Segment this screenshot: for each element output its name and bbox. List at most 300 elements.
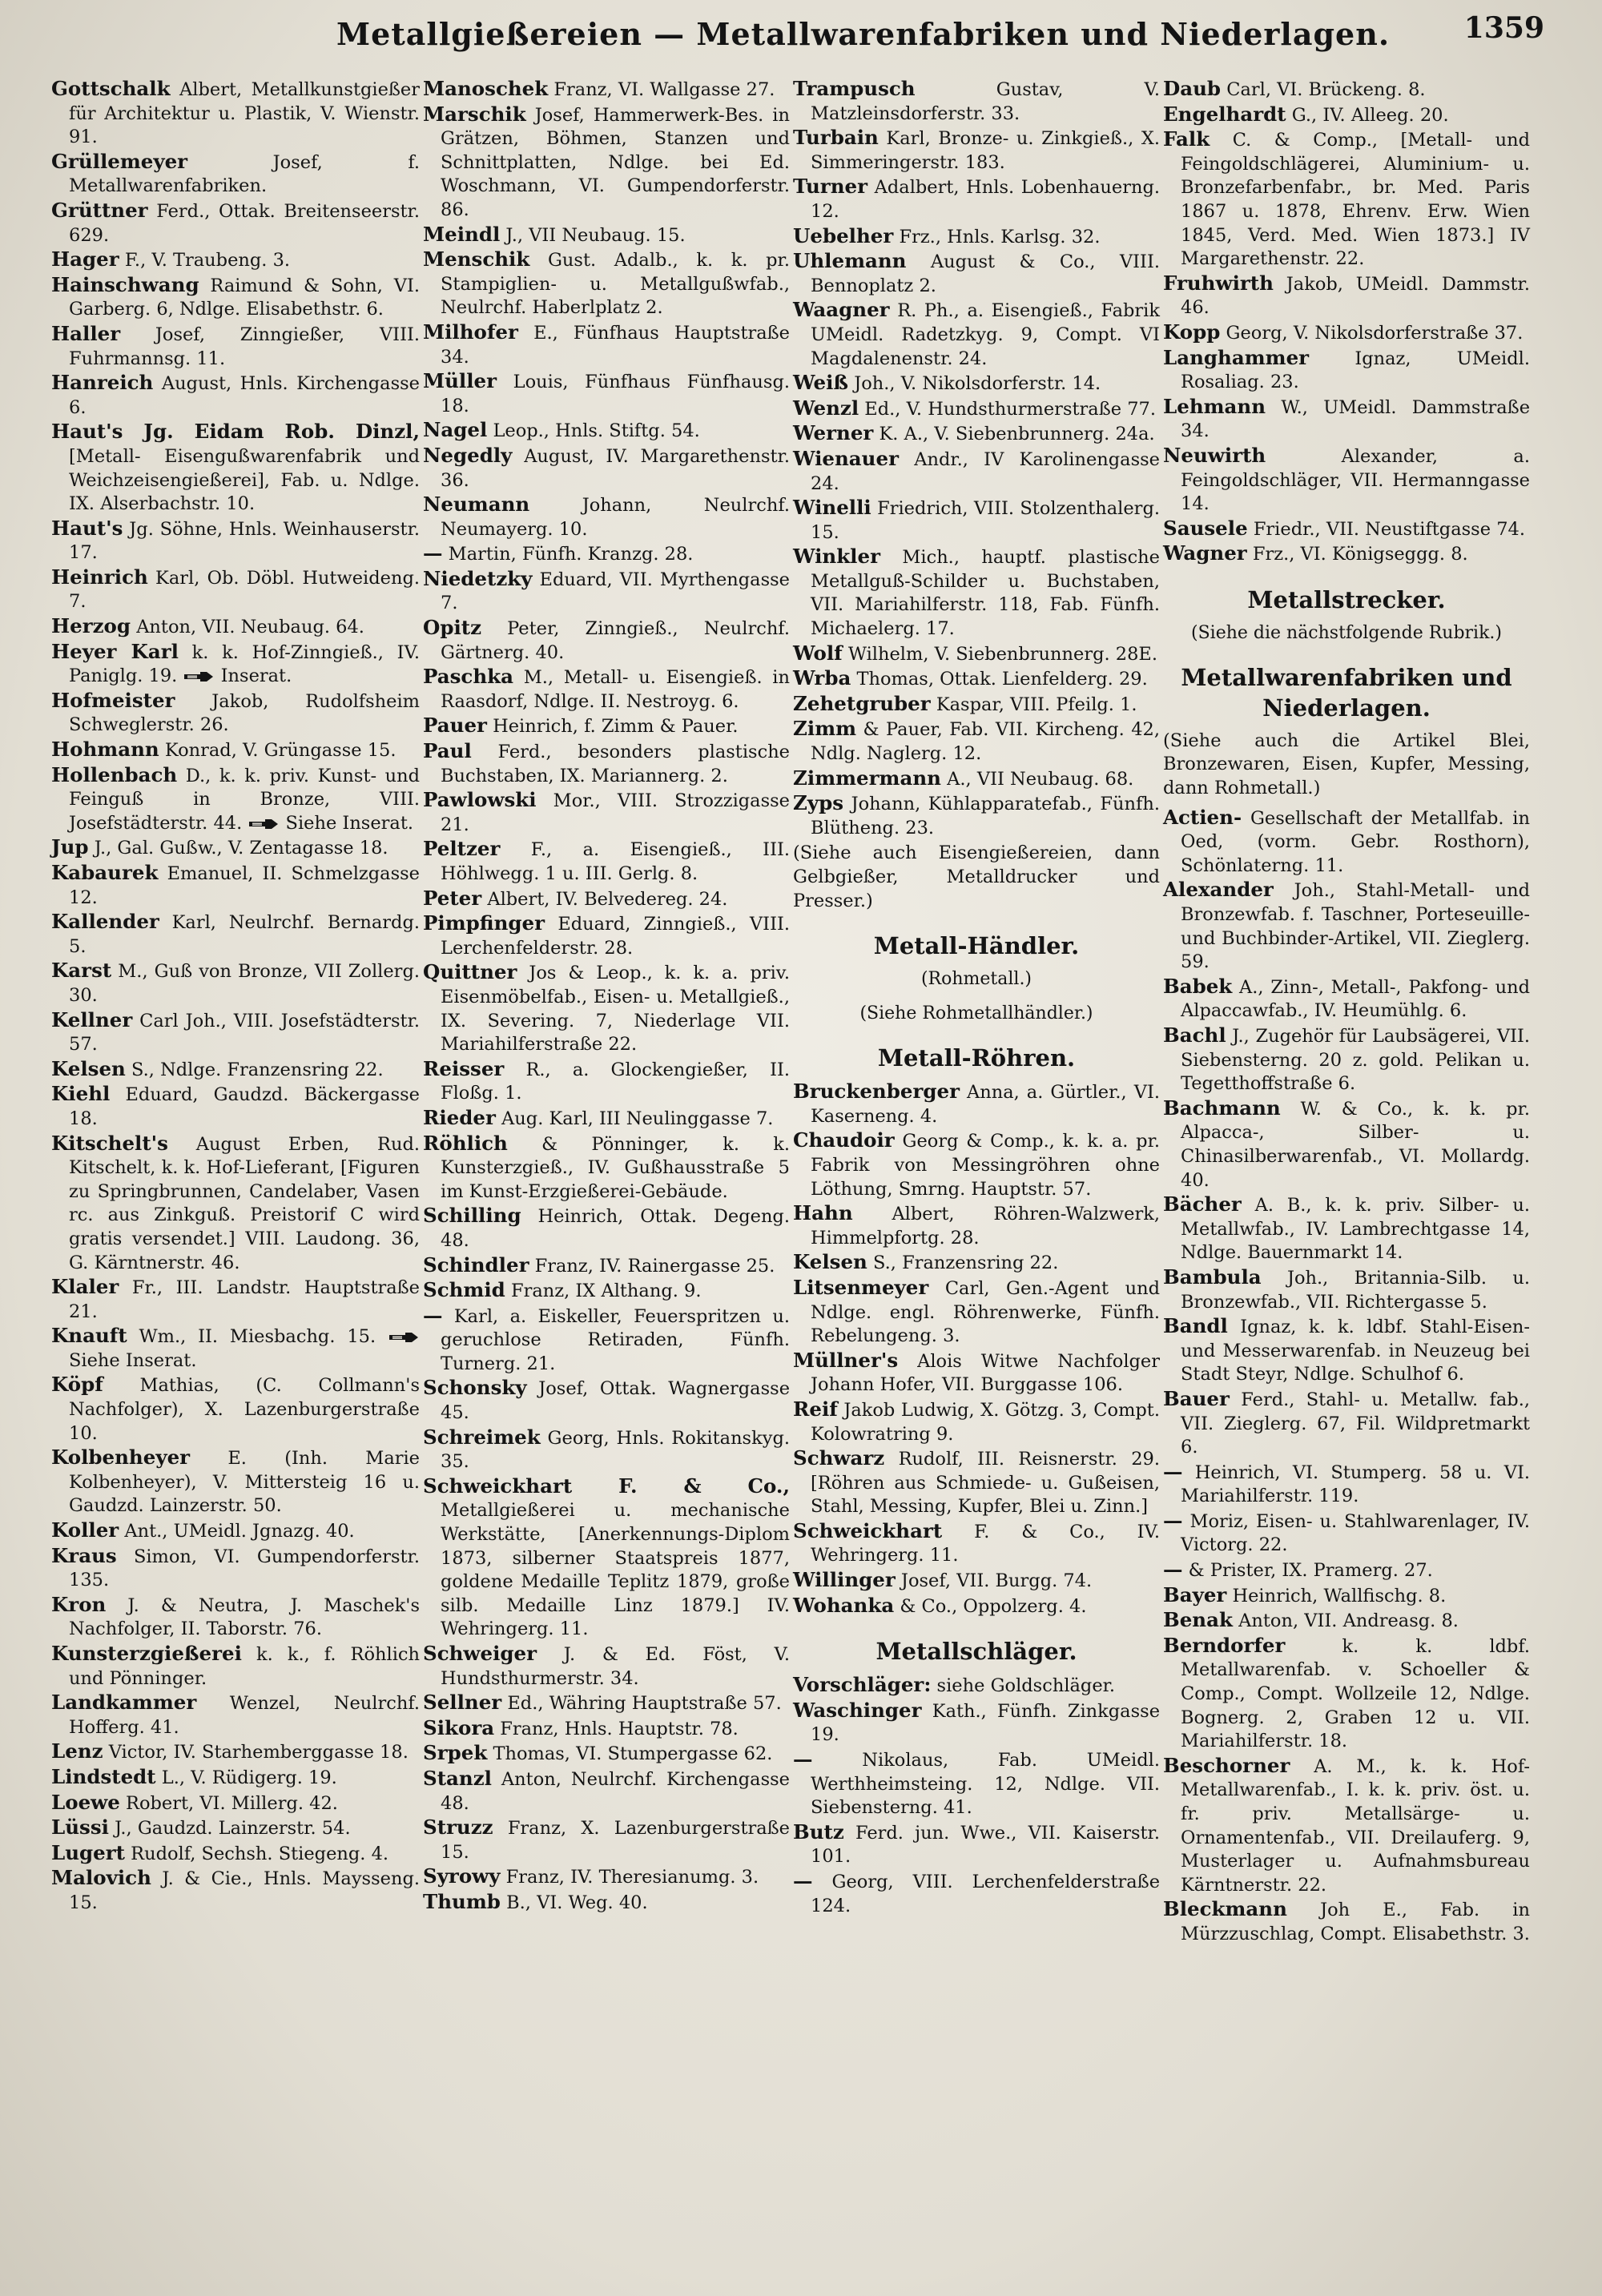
entry-text: Joh., V. Nikolsdorferstr. 14. — [854, 373, 1101, 395]
section-note: (Siehe Rohmetallhändler.) — [859, 1003, 1093, 1024]
directory-entry — [51, 517, 420, 565]
entry-name: Bachmann — [1163, 1096, 1281, 1120]
directory-entry — [423, 1132, 790, 1204]
entry-name: Wienauer — [793, 446, 899, 470]
pointing-hand-icon — [248, 818, 280, 830]
entry-name: Haut's Jg. Eidam Rob. Dinzl, — [51, 420, 420, 444]
directory-entry — [793, 1747, 1160, 1820]
entry-name: Turner — [793, 175, 868, 199]
directory-entry — [423, 837, 790, 886]
entry-name: Meindl — [423, 222, 501, 246]
entry-text: Karl, a. Eiskeller, Feuerspritzen u. geruchlose Retiraden, Fünfh. Turnerg. 21. — [441, 1305, 790, 1374]
entry-name: Neuwirth — [1163, 443, 1266, 467]
directory-entry — [423, 77, 790, 103]
entry-text: Jakob, Rudolfsheim Schweglerstr. 26. — [69, 690, 420, 736]
entry-name: Neumann — [423, 493, 530, 517]
entry-text: & Pönninger, k. k. Kunsterzgieß., IV. Gußhausstraße 5 im Kunst-Erzgießerei-Gebäude. — [441, 1133, 790, 1202]
directory-entry — [793, 692, 1160, 718]
entry-name: Koller — [51, 1518, 119, 1542]
entry-name: Kallender — [51, 910, 159, 934]
entry-text: Friedrich, VIII. Stolzenthalerg. 15. — [811, 498, 1160, 543]
entry-name: Kolbenheyer — [51, 1446, 191, 1470]
section-heading: Metall-Röhren. — [877, 1044, 1076, 1072]
entry-name: Actien- — [1163, 805, 1242, 829]
entry-text: Heinrich, Wallfischg. 8. — [1232, 1585, 1447, 1606]
entry-name: Schilling — [423, 1204, 521, 1228]
entry-name: Herzog — [51, 614, 131, 638]
directory-entry — [51, 1518, 420, 1544]
directory-entry — [51, 1593, 420, 1642]
entry-name: Turbain — [793, 126, 879, 150]
entry-name: Pawlowski — [423, 788, 537, 812]
entry-name: Haut's — [51, 516, 123, 540]
entry-text: Johann, Kühlapparatefab., Fünfh. Blütheng. 23. — [811, 794, 1160, 838]
entry-name: Opitz — [423, 616, 482, 640]
entry-text: Alexander, a. Feingoldschläger, VII. Hermanngasse 14. — [1181, 445, 1530, 515]
entry-text: Jakob, UMeidl. Dammstr. 46. — [1181, 273, 1530, 319]
entry-text: J. & Cie., Hnls. Maysseng. 15. — [69, 1868, 421, 1913]
directory-entry — [793, 1519, 1160, 1568]
entry-name: Niedetzky — [423, 566, 533, 590]
entry-name: Bächer — [1163, 1192, 1242, 1216]
directory-entry — [423, 1253, 790, 1279]
directory-entry — [51, 273, 420, 322]
entry-name: Wolf — [793, 641, 843, 665]
directory-entry — [793, 496, 1160, 545]
entry-text: Ant., UMeidl. Jgnazg. 40. — [124, 1521, 355, 1542]
entry-text: Joh E., Fab. in Mürzzuschlag, Compt. Elisabethstr. 3. — [1181, 1900, 1530, 1944]
directory-entry — [51, 1373, 420, 1446]
directory-entry — [51, 1866, 420, 1915]
entry-name: Hanreich — [51, 371, 154, 395]
directory-entry — [1163, 1265, 1530, 1314]
entry-name: Hofmeister — [51, 688, 175, 712]
entry-name: Malovich — [51, 1866, 151, 1890]
entry-text: L., V. Rüdigerg. 19. — [161, 1767, 337, 1788]
entry-name: Paschka — [423, 665, 514, 689]
entry-text: Johann, Neulrchf. Neumayerg. 10. — [441, 495, 790, 540]
directory-entry — [1163, 127, 1530, 271]
directory-entry — [1163, 271, 1530, 320]
directory-entry — [423, 1304, 790, 1377]
entry-text: Mich., hauptf. plastische Metallguß-Schilder u. Buchstaben, VII. Mariahilferstr. 118, Fab. Fünfh. Michaelerg. 17. — [811, 547, 1160, 640]
directory-entry — [793, 1080, 1160, 1128]
directory-entry — [793, 126, 1160, 175]
entry-name: Hager — [51, 247, 119, 271]
entry-text: Ignaz, k. k. ldbf. Stahl-Eisen- und Messerwarenfab. in Neuzeug bei Stadt Steyr, Ndlge. Schulhof 6. — [1181, 1317, 1530, 1385]
directory-entry — [51, 640, 420, 689]
entry-name: Zimmermann — [793, 766, 941, 790]
entry-name: Thumb — [423, 1889, 501, 1913]
directory-entry — [51, 1324, 420, 1373]
pointing-hand-icon — [388, 1331, 420, 1344]
directory-entry — [793, 421, 1160, 447]
directory-entry — [1163, 1023, 1530, 1096]
entry-name: Pimpfinger — [423, 911, 545, 935]
directory-entry — [793, 447, 1160, 496]
entry-name: — — [1163, 1558, 1183, 1582]
entry-text: F., a. Eisengieß., III. Höhlwegg. 1 u. III. Gerlg. 8. — [441, 839, 790, 884]
entry-name: Winkler — [793, 545, 880, 569]
entry-text: A. M., k. k. Hof-Metallwarenfab., I. k. k. priv. öst. u. fr. priv. Metallsärge- u. Ornamentenfab., VII. Dreilauferg. 9, Musterlager u. Aufnahmsbureau Kärntnerstr. 22. — [1181, 1755, 1530, 1896]
entry-text: Karl, Ob. Döbl. Hutweideng. 7. — [69, 567, 421, 613]
entry-name: Reif — [793, 1397, 838, 1421]
entry-name: Lehmann — [1163, 394, 1266, 418]
entry-text: Frz., Hnls. Karlsg. 32. — [899, 226, 1101, 247]
cross-reference-note: (Siehe auch die Artikel Blei, Bronzewaren, Eisen, Kupfer, Messing, dann Rohmetall.) — [1163, 730, 1530, 799]
entry-text: Ferd., besonders plastische Buchstaben, IX. Mariannerg. 2. — [441, 742, 790, 786]
directory-entry — [793, 1594, 1160, 1619]
entry-text: Josef, Hammerwerk-Bes. in Grätzen, Böhmen, Stanzen und Schnittplatten, Ndlge. bei Ed. Woschmann, VI. Gumpendorferstr. 86. — [441, 104, 790, 220]
directory-entry — [423, 1642, 790, 1691]
section-heading: Metallstrecker. — [1247, 585, 1446, 613]
directory-entry — [423, 887, 790, 912]
directory-entry — [1163, 1192, 1530, 1265]
entry-text: Aug. Karl, III Neulinggasse 7. — [501, 1108, 774, 1129]
entry-text: Robert, VI. Millerg. 42. — [126, 1792, 338, 1814]
directory-entry — [423, 1864, 790, 1890]
directory-entry — [423, 1204, 790, 1253]
directory-entry — [793, 224, 1160, 250]
directory-entry — [423, 320, 790, 369]
entry-text: Georg, VIII. Lerchenfelderstraße 124. — [811, 1872, 1161, 1916]
entry-text: Josef, VII. Burgg. 74. — [900, 1570, 1093, 1592]
entry-name: Müllner's — [793, 1348, 899, 1372]
column-2 — [423, 77, 790, 1916]
entry-text: Thomas, Ottak. Lienfelderg. 29. — [856, 669, 1148, 690]
entry-name: Haller — [51, 321, 121, 345]
entry-name: Babek — [1163, 974, 1233, 998]
directory-entry — [423, 1741, 790, 1767]
entry-text: Franz, IX Althang. 9. — [510, 1281, 702, 1302]
entry-name: Hollenbach — [51, 762, 178, 786]
entry-text: Mor., VIII. Strozzigasse 21. — [441, 790, 790, 835]
directory-entry — [423, 567, 790, 616]
entry-text: k. k., f. Röhlich und Pönninger. — [69, 1644, 420, 1689]
section-heading: Metall-Händler. — [873, 932, 1080, 960]
entry-text: Leop., Hnls. Stiftg. 54. — [493, 420, 700, 442]
directory-entry — [51, 1275, 420, 1324]
directory-entry — [51, 1544, 420, 1593]
directory-entry — [793, 1128, 1160, 1201]
directory-entry — [51, 1057, 420, 1083]
section-note: (Siehe die nächstfolgende Rubrik.) — [1191, 622, 1502, 643]
entry-name: Menschik — [423, 247, 530, 271]
entry-name: Benak — [1163, 1608, 1233, 1632]
entry-text: A., Zinn-, Metall-, Pakfong- und Alpaccawfab., IV. Heumühlg. 6. — [1181, 976, 1530, 1022]
directory-entry — [423, 1425, 790, 1474]
entry-text: Heinrich, VI. Stumperg. 58 u. VI. Mariahilferstr. 119. — [1181, 1462, 1531, 1507]
directory-entry — [1163, 77, 1530, 103]
entry-name: Sellner — [423, 1691, 502, 1715]
entry-text: J., Gaudzd. Lainzerstr. 54. — [115, 1818, 351, 1840]
page-title: Metallgießereien — Metallwarenfabriken und Niederlagen. — [336, 16, 1391, 52]
entry-name: Bandl — [1163, 1314, 1228, 1338]
directory-entry — [793, 1699, 1160, 1747]
entry-text: S., Ndlge. Franzensring 22. — [131, 1059, 384, 1080]
entry-name: Karst — [51, 959, 112, 983]
entry-text: M., Metall- u. Eisengieß. in Raasdorf, Ndlge. II. Nestroyg. 6. — [441, 667, 790, 712]
entry-text: Peter, Zinngieß., Neulrchf. Gärtnerg. 40. — [441, 618, 790, 663]
entry-name: Heinrich — [51, 565, 148, 589]
entry-name: Wrba — [793, 666, 851, 690]
entry-text: C. & Comp., [Metall- und Feingoldschlägerei, Aluminium- u. Bronzefarbenfabr., br. Med. Paris 1867 u. 1878, Ehrenv. Erw. Wien 1845, Verd. Med. Wien 1873.] IV Margarethenstr. 22. — [1181, 130, 1530, 270]
entry-name: Reisser — [423, 1056, 505, 1080]
entry-name: Kron — [51, 1592, 107, 1616]
entry-text: S., Franzensring 22. — [873, 1253, 1059, 1274]
entry-name: Chaudoir — [793, 1128, 895, 1152]
entry-text: F. & Co., IV. Wehringerg. 11. — [811, 1521, 1160, 1566]
entry-name: Srpek — [423, 1741, 488, 1765]
entry-name: Sikora — [423, 1715, 495, 1739]
entry-text: Jakob Ludwig, X. Götzg. 3, Compt. Kolowratring 9. — [811, 1399, 1160, 1445]
entry-text: F., V. Traubeng. 3. — [124, 250, 291, 271]
directory-entry — [51, 1841, 420, 1867]
directory-entry — [423, 714, 790, 739]
directory-entry — [1163, 806, 1530, 879]
entry-text: August, IV. Margarethenstr. 36. — [441, 445, 790, 491]
section-heading: Metallwarenfabriken und Niederlagen. — [1181, 663, 1512, 722]
entry-name: Trampusch — [793, 77, 916, 100]
entry-name: Wenzl — [793, 396, 859, 420]
entry-text: R., a. Glockengießer, II. Floßg. 1. — [441, 1059, 790, 1104]
entry-name: Bambula — [1163, 1265, 1262, 1289]
entry-name: Beschorner — [1163, 1753, 1290, 1777]
directory-entry — [423, 1278, 790, 1304]
directory-entry — [423, 665, 790, 714]
directory-entry — [793, 77, 1160, 126]
directory-entry — [423, 911, 790, 960]
entry-name: Schweickhart F. & Co., — [423, 1474, 790, 1498]
directory-entry — [423, 103, 790, 223]
entry-text: Martin, Fünfh. Kranzg. 28. — [448, 544, 694, 565]
entry-text: Josef, f. Metallwarenfabriken. — [69, 151, 420, 197]
entry-name: — — [423, 1303, 443, 1327]
entry-name: Lindstedt — [51, 1764, 156, 1788]
entry-text: J., Gal. Gußw., V. Zentagasse 18. — [94, 838, 388, 859]
entry-text: J., Zugehör für Laubsägerei, VII. Siebensterng. 20 z. gold. Pelikan u. Tegetthoffstraße 6. — [1181, 1026, 1531, 1095]
entry-text: [Metall- Eisengußwarenfabrik und Weichzeisengießerei], Fab. u. Ndlge. IX. Alserbachstr. 10. — [69, 445, 420, 515]
directory-entry — [793, 175, 1160, 223]
entry-name: Alexander — [1163, 878, 1274, 902]
directory-entry — [1163, 1634, 1530, 1754]
entry-name: Schonsky — [423, 1376, 527, 1400]
entry-text: Frz., VI. Königseggg. 8. — [1252, 544, 1468, 565]
entry-text: Adalbert, Hnls. Lobenhauerng. 12. — [811, 177, 1161, 222]
directory-entry — [51, 763, 420, 836]
entry-name: Bruckenberger — [793, 1080, 960, 1104]
entry-name: Negedly — [423, 443, 513, 467]
entry-name: Zyps — [793, 791, 844, 815]
directory-entry — [51, 1765, 420, 1791]
entry-text: Albert, IV. Belvedereg. 24. — [487, 888, 728, 910]
entry-text: R. Ph., a. Eisengieß., Fabrik UMeidl. Radetzkyg. 9, Compt. VI Magdalenenstr. 24. — [811, 300, 1160, 369]
entry-text: August & Co., VIII. Bennoplatz 2. — [811, 251, 1160, 296]
directory-entry — [423, 369, 790, 418]
entry-text: Gustav, V. Matzleinsdorferstr. 33. — [811, 79, 1160, 124]
directory-entry — [51, 1739, 420, 1765]
entry-name: Milhofer — [423, 320, 518, 344]
entry-text: Jos & Leop., k. k. a. priv. Eisenmöbelfab., Eisen- u. Metallgieß., IX. Severing. 7, Niederlage VII. Mariahilferstraße 22. — [441, 963, 790, 1056]
entry-reference: Siehe Inserat. — [285, 812, 414, 834]
entry-name: — — [1163, 1508, 1183, 1532]
entry-text: Emanuel, II. Schmelzgasse 12. — [69, 863, 420, 908]
entry-text: Fr., III. Landstr. Hauptstraße 21. — [69, 1277, 420, 1322]
entry-name: Uhlemann — [793, 249, 907, 273]
directory-entry — [1163, 1460, 1530, 1509]
entry-name: Schwarz — [793, 1446, 885, 1470]
entry-text: Ferd. jun. Wwe., VII. Kaiserstr. 101. — [811, 1822, 1160, 1868]
entry-name: Struzz — [423, 1815, 493, 1840]
pointing-hand-icon — [183, 670, 215, 683]
entry-name: Kabaurek — [51, 861, 159, 884]
entry-text: k. k. ldbf. Metallwarenfab. v. Schoeller & Comp., Compt. Wollzeile 12, Ndlge. Bognerg. 2, Graben 12 u. VII. Mariahilferstr. 18. — [1181, 1635, 1530, 1752]
entry-text: Franz, VI. Wallgasse 27. — [553, 79, 775, 100]
directory-entry — [51, 1082, 420, 1131]
entry-name: Klaler — [51, 1275, 119, 1299]
entry-text: Georg, V. Nikolsdorferstraße 37. — [1226, 322, 1524, 344]
column-3 — [793, 77, 1160, 1918]
entry-name: Kiehl — [51, 1082, 111, 1106]
entry-name: Schindler — [423, 1253, 529, 1277]
directory-entry — [423, 1691, 790, 1716]
entry-name: Litsenmeyer — [793, 1275, 929, 1299]
entry-name: Grüllemeyer — [51, 149, 188, 173]
entry-text: Anton, VII. Neubaug. 64. — [136, 617, 364, 638]
directory-entry — [793, 717, 1160, 766]
entry-text: Eduard, Zinngieß., VIII. Lerchenfelderstr. 28. — [441, 914, 790, 959]
entry-text: E., Fünfhaus Hauptstraße 34. — [441, 322, 790, 368]
directory-entry — [51, 689, 420, 738]
entry-text: E. (Inh. Marie Kolbenheyer), V. Mittersteig 16 u. Gaudzd. Lainzerstr. 50. — [69, 1448, 420, 1517]
entry-name: Müller — [423, 369, 497, 393]
entry-name: Stanzl — [423, 1766, 492, 1790]
entry-name: Jup — [51, 835, 89, 859]
entry-text: J. & Ed. Föst, V. Hundsthurmerstr. 34. — [441, 1644, 790, 1689]
directory-entry — [793, 1201, 1160, 1250]
entry-name: — — [1163, 1459, 1183, 1483]
entry-name: Syrowy — [423, 1864, 501, 1888]
directory-entry — [51, 1691, 420, 1739]
entry-text: Franz, Hnls. Hauptstr. 78. — [500, 1718, 739, 1739]
directory-entry — [793, 791, 1160, 840]
directory-entry — [1163, 444, 1530, 517]
entry-text: Joh., Stahl-Metall- und Bronzewfab. f. Taschner, Porteseuille- und Buchbinder-Artikel, VII. Zieglerg. 59. — [1181, 880, 1531, 973]
entry-name: Peter — [423, 886, 482, 910]
entry-text: Ferd., Stahl- u. Metallw. fab., VII. Zieglerg. 67, Fil. Wildpretmarkt 6. — [1181, 1389, 1531, 1458]
directory-entry — [51, 1008, 420, 1057]
directory-entry — [793, 1446, 1160, 1519]
directory-entry — [423, 739, 790, 788]
entry-text: Joh., Britannia-Silb. u. Bronzewfab., VII. Richtergasse 5. — [1181, 1267, 1531, 1313]
directory-entry — [423, 493, 790, 541]
entry-name: Hohmann — [51, 738, 159, 762]
entry-text: Carl, VI. Brückeng. 8. — [1226, 79, 1426, 100]
directory-entry — [793, 1397, 1160, 1446]
cross-reference-note: (Siehe auch Eisengießereien, dann Gelbgießer, Metalldrucker und Presser.) — [793, 842, 1160, 911]
directory-entry — [793, 766, 1160, 792]
entry-name: Kelsen — [793, 1250, 867, 1274]
entry-text: A., VII Neubaug. 68. — [947, 768, 1134, 790]
directory-entry — [51, 738, 420, 763]
directory-entry — [423, 1716, 790, 1742]
entry-text: Anton, VII. Andreasg. 8. — [1238, 1610, 1459, 1632]
directory-entry — [1163, 1608, 1530, 1634]
directory-entry — [793, 641, 1160, 667]
entry-text: Franz, IV. Rainergasse 25. — [534, 1255, 775, 1277]
directory-entry — [793, 666, 1160, 692]
entry-name: Falk — [1163, 127, 1210, 151]
directory-entry — [1163, 346, 1530, 395]
entry-name: — — [793, 1869, 813, 1892]
entry-name: Wagner — [1163, 541, 1247, 565]
directory-entry — [1163, 541, 1530, 567]
entry-name: Uebelher — [793, 223, 894, 247]
entry-name: Quittner — [423, 960, 517, 984]
directory-entry — [423, 1474, 790, 1642]
entry-name: Bleckmann — [1163, 1897, 1287, 1921]
directory-entry — [1163, 1754, 1530, 1898]
entry-text: Friedr., VII. Neustiftgasse 74. — [1253, 518, 1525, 540]
directory-entry — [1163, 1583, 1530, 1609]
entry-text: Jg. Söhne, Hnls. Weinhauserstr. 17. — [69, 518, 421, 564]
entry-name: Willinger — [793, 1568, 896, 1592]
directory-entry — [51, 1446, 420, 1518]
directory-entry — [1163, 1509, 1530, 1558]
entry-name: Schweiger — [423, 1642, 537, 1665]
directory-entry — [1163, 1387, 1530, 1460]
entry-text: August Erben, Rud. Kitschelt, k. k. Hof-Lieferant, [Figuren zu Springbrunnen, Candelaber, Vasen rc. aus Zinkguß. Preistorif C wird gratis versendet.] VIII. Laudong. 36, G. Kärntnerstr. 46. — [69, 1133, 420, 1273]
entry-name: Weiß — [793, 371, 849, 395]
entry-name: Hainschwang — [51, 272, 199, 296]
entry-text: Franz, X. Lazenburgerstraße 15. — [441, 1818, 790, 1863]
entry-name: Kitschelt's — [51, 1131, 168, 1155]
entry-name: Knauft — [51, 1324, 127, 1348]
entry-text: Alois Witwe Nachfolger Johann Hofer, VII. Burggasse 106. — [811, 1350, 1161, 1396]
directory-entry — [1163, 975, 1530, 1023]
directory-entry — [793, 1869, 1160, 1918]
entry-text: B., VI. Weg. 40. — [506, 1892, 648, 1913]
entry-text: Gust. Adalb., k. k. pr. Stampiglien- u. Metallgußwfab., Neulrchf. Haberlplatz 2. — [441, 250, 790, 319]
entry-text: Metallgießerei u. mechanische Werkstätte, [Anerkennungs-Diplom 1873, silberner Staatspreis 1877, goldene Medaille Teplitz 1879, große silb. Medaille Linz 1879.] IV. Wehringerg. 11. — [441, 1500, 790, 1640]
entry-text: Heinrich, Ottak. Degeng. 48. — [441, 1206, 790, 1251]
directory-entry — [793, 298, 1160, 371]
entry-text: Simon, VI. Gumpendorferstr. 135. — [69, 1546, 420, 1591]
entry-name: Bayer — [1163, 1582, 1227, 1606]
entry-reference: Siehe Inserat. — [69, 1349, 197, 1371]
directory-entry — [51, 247, 420, 273]
entry-text: D., k. k. priv. Kunst- und Feinguß in Bronze, VIII. Josefstädterstr. 44. — [69, 765, 421, 834]
entry-text: Konrad, V. Grüngasse 15. — [164, 740, 396, 762]
directory-entry — [423, 247, 790, 320]
entry-name: — — [423, 541, 443, 565]
entry-text: Ed., Währing Hauptstraße 57. — [507, 1693, 782, 1715]
entry-name: Werner — [793, 421, 874, 445]
entry-text: k. k. Hof-Zinngieß., IV. Paniglg. 19. — [69, 641, 420, 687]
entry-text: Rudolf, Sechsh. Stiegeng. 4. — [131, 1843, 389, 1864]
entry-name: Wohanka — [793, 1593, 895, 1617]
entry-text: Ferd., Ottak. Breitenseerstr. 629. — [69, 200, 420, 246]
directory-entry — [51, 959, 420, 1007]
entry-text: Heinrich, f. Zimm & Pauer. — [493, 716, 739, 738]
entry-text: Wenzel, Neulrchf. Hofferg. 41. — [69, 1693, 421, 1738]
entry-text: Moriz, Eisen- u. Stahlwarenlager, IV. Victorg. 22. — [1181, 1510, 1530, 1556]
directory-entry — [51, 420, 420, 516]
directory-entry — [423, 1106, 790, 1132]
directory-entry — [1163, 1897, 1530, 1946]
entry-name: Köpf — [51, 1373, 103, 1397]
entry-text: Andr., IV Karolinengasse 24. — [811, 448, 1160, 494]
